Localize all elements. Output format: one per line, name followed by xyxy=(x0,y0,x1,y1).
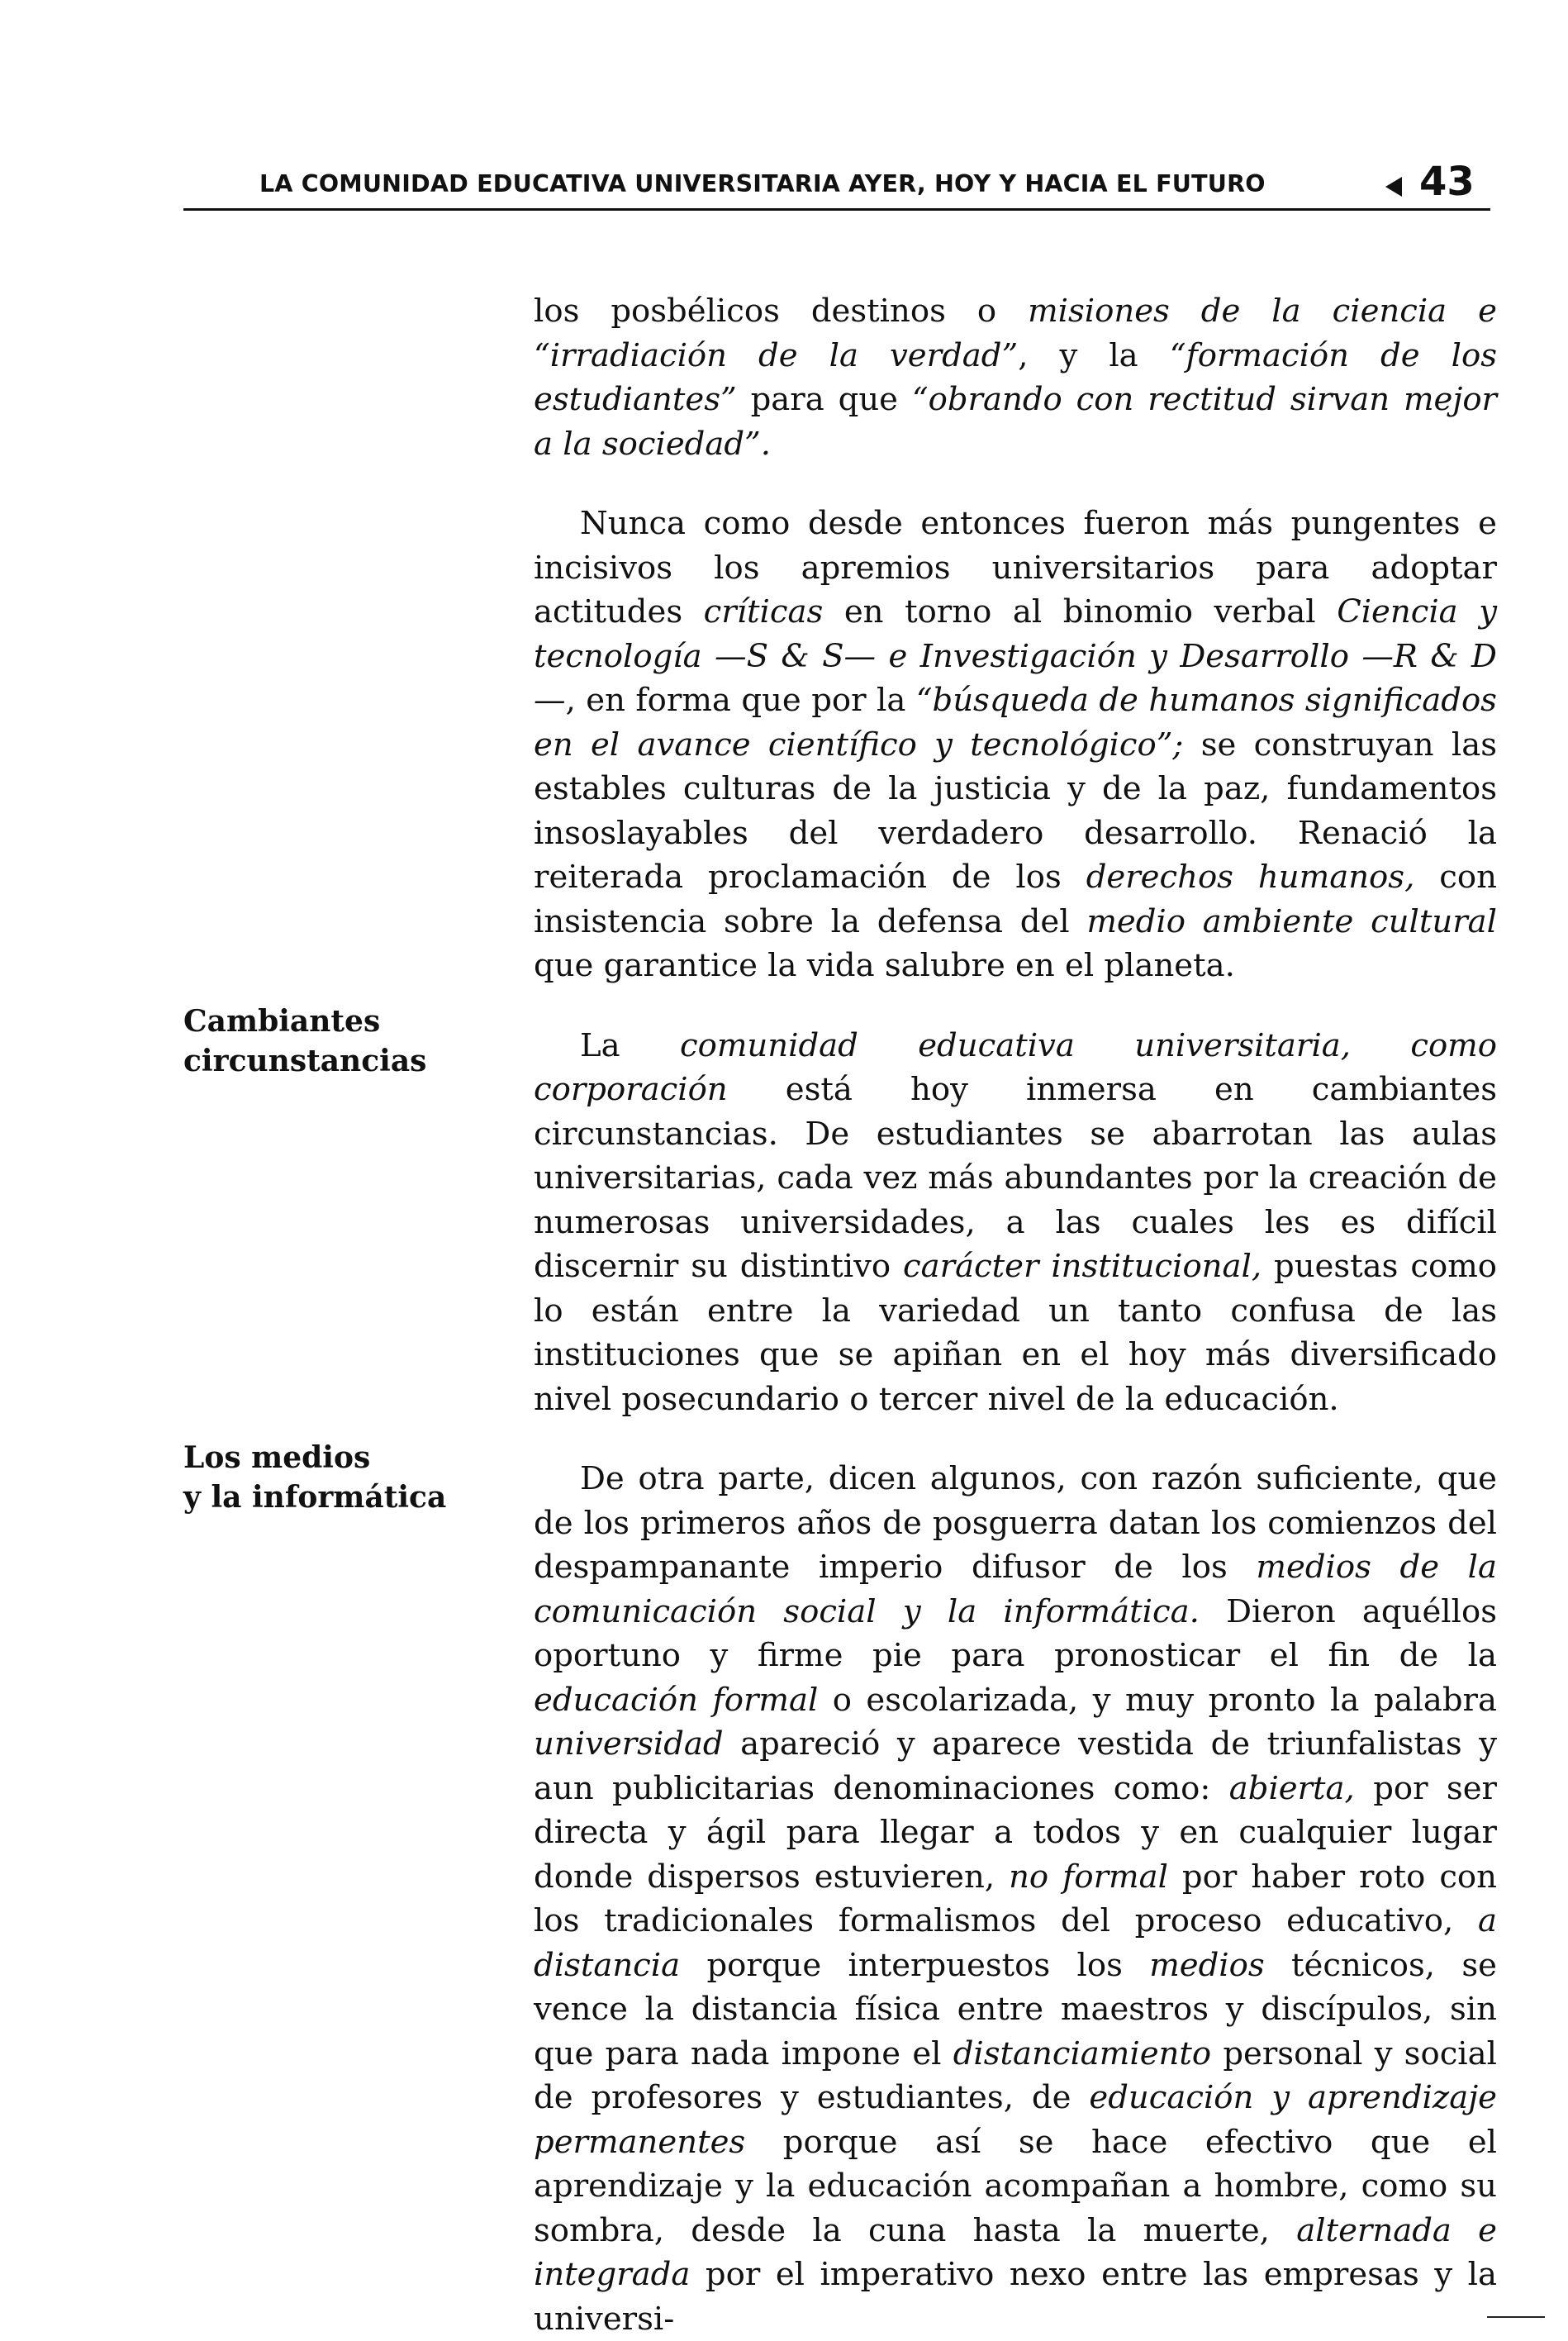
text-run: por haber roto con los tradicionales formalismos del proceso educativo, xyxy=(534,1858,1497,1939)
italic-run: Ciencia y tecnología —S & S— e Investigación y Desarrollo —R & D— xyxy=(534,593,1498,719)
main-text-column xyxy=(534,289,1497,2341)
text-run: para que xyxy=(736,381,912,418)
italic-run: medio ambiente cultural xyxy=(1086,902,1497,940)
italic-run: medios de la comunicación social y la informática. xyxy=(534,1549,1497,1630)
text-run: apareció y aparece vestida de triunfalistas y aun publicitarias denominaciones como: xyxy=(534,1725,1497,1807)
text-run: De otra parte, dicen algunos, con razón suficiente, que de los primeros años de posguerra datan los comienzos del despampanante imperio difusor de los xyxy=(534,1460,1497,1586)
paragraph-2 xyxy=(534,502,1497,988)
italic-run: comunidad educativa universitaria, como corporación xyxy=(534,1026,1497,1108)
italic-run: educación y aprendizaje permanentes xyxy=(534,2079,1497,2161)
margin-note-line: y la informática xyxy=(183,1480,447,1515)
italic-run: misiones de la ciencia e “irradiación de la verdad” xyxy=(534,293,1497,374)
page-number: 43 xyxy=(1419,159,1475,205)
italic-run: “formación de los estudiantes” xyxy=(534,336,1497,418)
text-run: técnicos, se vence la distancia física entre maestros y discípulos, sin que para nada impone el xyxy=(534,1946,1497,2072)
text-run: los posbélicos destinos o xyxy=(534,293,1029,330)
text-run: porque interpuestos los xyxy=(680,1946,1150,1984)
paragraph-4 xyxy=(534,1457,1497,2341)
text-run: La xyxy=(580,1026,680,1064)
italic-run: educación formal xyxy=(534,1681,819,1719)
italic-run: no formal xyxy=(1009,1858,1168,1896)
italic-run: derechos humanos, xyxy=(1086,859,1415,896)
italic-run: a distancia xyxy=(534,1902,1497,1984)
text-run: con insistencia sobre la defensa del xyxy=(534,859,1497,940)
footer-rule xyxy=(1487,2316,1545,2318)
text-run: porque así se hace efectivo que el aprendizaje y la educación acompañan a hombre, como su sombra, desde la cuna hasta la muerte, xyxy=(534,2123,1497,2249)
text-run: que garantice la vida salubre en el planeta. xyxy=(534,947,1235,984)
italic-run: alternada e integrada xyxy=(534,2211,1497,2293)
italic-run: universidad xyxy=(534,1725,724,1763)
text-run: se construyan las estables culturas de la justicia y de la paz, fundamentos insoslayables del verdadero desarrollo. Renació la reiterada proclamación de los xyxy=(534,726,1497,896)
margin-note-medios xyxy=(183,1438,481,1517)
text-run: o escolarizada, y muy pronto la palabra xyxy=(818,1681,1498,1719)
margin-note-line: Cambiantes xyxy=(183,1004,381,1039)
text-run: puestas como lo están entre la variedad un tanto confusa de las instituciones que se apiñan en el hoy más diversificado nivel posecundario o tercer nivel de la educación. xyxy=(534,1248,1497,1418)
paragraph-3 xyxy=(534,1024,1497,1422)
text-run: , en forma que por la xyxy=(565,682,916,719)
italic-run: medios xyxy=(1149,1946,1265,1984)
text-run: Dieron aquéllos oportuno y firme pie para pronosticar el fin de la xyxy=(534,1592,1497,1674)
text-run: está hoy inmersa en cambiantes circunstancias. De estudiantes se abarrotan las aulas universitarias, cada vez más abundantes por la creación de numerosas universidades, a las cuales les es difícil discernir su distintivo xyxy=(534,1071,1497,1285)
italic-run: “búsqueda de humanos significados en el avance científico y tecnológico”; xyxy=(534,682,1497,764)
text-run: por el imperativo nexo entre las empresas y la universi- xyxy=(534,2256,1497,2338)
text-run: Nunca como desde entonces fueron más pungentes e incisivos los apremios universitarios para adoptar actitudes xyxy=(534,505,1497,630)
italic-run: críticas xyxy=(703,593,824,630)
margin-note-line: circunstancias xyxy=(183,1044,427,1078)
text-run: personal y social de profesores y estudiantes, de xyxy=(534,2034,1497,2116)
italic-run: abierta, xyxy=(1228,1769,1355,1807)
paragraph-1 xyxy=(534,289,1497,466)
text-run: en torno al binomio verbal xyxy=(823,593,1338,630)
margin-note-line: Los medios xyxy=(183,1440,371,1475)
running-title: LA COMUNIDAD EDUCATIVA UNIVERSITARIA AYER, HOY Y HACIA EL FUTURO xyxy=(259,170,1266,197)
left-triangle-icon xyxy=(1385,177,1402,197)
italic-run: “obrando con rectitud sirvan mejor a la sociedad”. xyxy=(534,381,1497,463)
italic-run: carácter institucional, xyxy=(903,1248,1262,1285)
text-run: , y la xyxy=(1018,336,1170,374)
text-run: por ser directa y ágil para llegar a todos y en cualquier lugar donde dispersos estuvieren, xyxy=(534,1769,1497,1896)
margin-note-cambiantes xyxy=(183,1002,481,1081)
running-header xyxy=(183,155,1490,211)
italic-run: distanciamiento xyxy=(953,2034,1212,2072)
